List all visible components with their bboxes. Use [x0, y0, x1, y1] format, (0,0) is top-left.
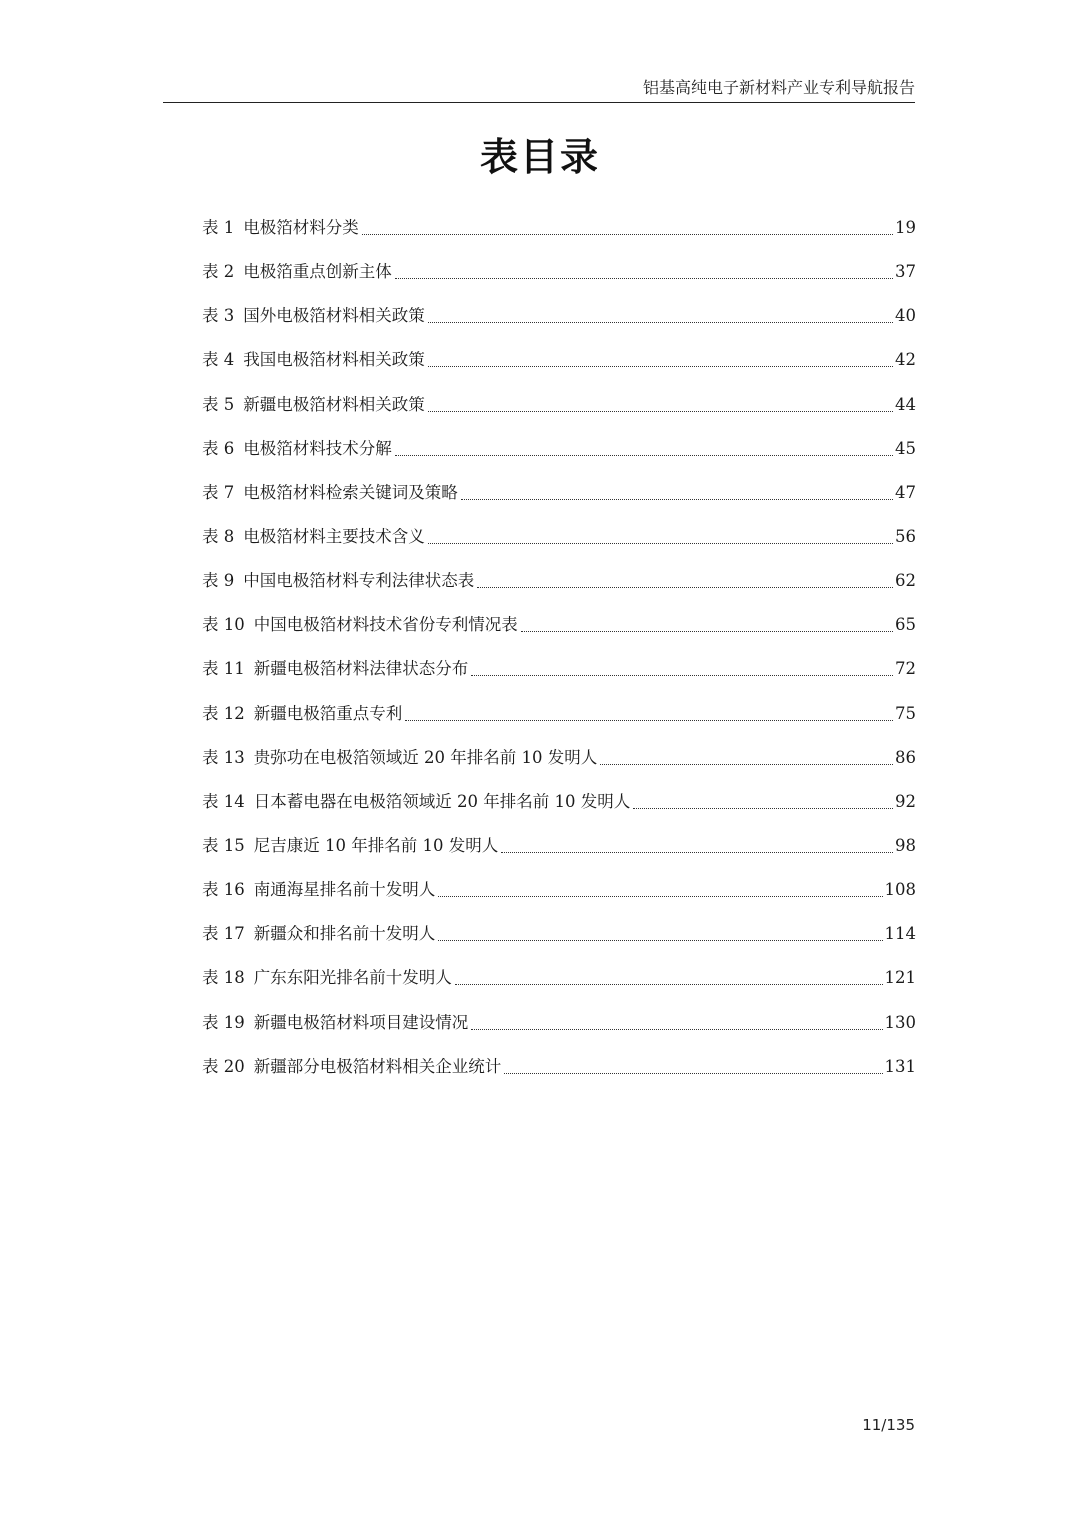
toc-entry-title: [202, 260, 395, 284]
toc-table-number: 表 5: [202, 394, 235, 414]
toc-dot-leader: [428, 304, 893, 323]
toc-entry-title: [202, 216, 362, 240]
toc-caption: 电极箔材料分类: [243, 218, 359, 237]
toc-table-number: 表 13: [202, 747, 245, 767]
toc-table-number: 表 10: [202, 615, 245, 635]
toc-caption: 新疆电极箔材料法律状态分布: [253, 659, 469, 679]
toc-dot-leader: [438, 922, 882, 941]
toc-dot-leader: [395, 260, 893, 279]
toc-table-number: 表 9: [202, 571, 235, 591]
toc-entry[interactable]: [202, 746, 916, 790]
toc-entry[interactable]: [202, 657, 916, 701]
toc-entry-title: [202, 569, 477, 593]
page-number: 11/135: [862, 1416, 915, 1434]
toc-dot-leader: [455, 966, 883, 985]
toc-table-number: 表 4: [202, 350, 235, 370]
toc-entry-title: [202, 790, 633, 814]
toc-dot-leader: [504, 1055, 882, 1074]
toc-entry-title: [202, 393, 428, 417]
toc-table-number: 表 6: [202, 438, 235, 458]
toc-page-number: 92: [895, 791, 916, 811]
page-title: 表目录: [479, 135, 600, 179]
toc-entry[interactable]: [202, 966, 916, 1010]
toc-entry[interactable]: [202, 878, 916, 922]
toc-table-number: 表 17: [202, 924, 245, 944]
toc-caption: 我国电极箔材料相关政策: [243, 350, 425, 370]
toc-table-number: 表 19: [202, 1012, 245, 1032]
toc-dot-leader: [477, 569, 893, 588]
toc-entry[interactable]: [202, 525, 916, 569]
toc-entry[interactable]: [202, 260, 916, 304]
toc-page-number: 56: [895, 526, 916, 546]
toc-page-number: 47: [895, 482, 916, 502]
toc-caption: 新疆电极箔重点专利: [253, 703, 403, 723]
toc-caption: 新疆电极箔材料项目建设情况: [253, 1012, 469, 1032]
toc-table-number: 表 8: [202, 526, 235, 546]
toc-caption: 新疆部分电极箔材料相关企业统计: [253, 1056, 502, 1076]
toc-page-number: 131: [884, 1056, 916, 1076]
toc-entry-title: [202, 1055, 504, 1079]
toc-caption: 电极箔重点创新主体: [243, 262, 392, 282]
toc-table-number: 表 3: [202, 306, 235, 326]
toc-dot-leader: [428, 525, 893, 544]
toc-page-number: 42: [895, 350, 916, 370]
toc-page-number: 65: [895, 615, 916, 635]
toc-table-number: 表 12: [202, 703, 245, 723]
toc-caption: 国外电极箔材料相关政策: [243, 306, 425, 326]
toc-entry[interactable]: [202, 702, 916, 746]
toc-entry[interactable]: [202, 481, 916, 525]
toc-entry-title: [202, 613, 521, 637]
toc-dot-leader: [362, 216, 893, 235]
running-header: [163, 78, 915, 103]
toc-entry[interactable]: [202, 348, 916, 392]
toc-table-number: 表 7: [202, 482, 235, 502]
toc-page-number: 37: [895, 262, 916, 282]
toc-entry[interactable]: [202, 216, 916, 260]
toc-entry-title: [202, 922, 438, 946]
toc-table-number: 表 2: [202, 262, 235, 282]
toc-caption: 广东东阳光排名前十发明人: [253, 968, 452, 988]
toc-caption: 尼吉康近 10 年排名前 10 发明人: [253, 835, 499, 855]
toc-entry[interactable]: [202, 304, 916, 348]
toc-entry-title: [202, 437, 395, 461]
toc-page-number: 86: [895, 747, 916, 767]
toc-page-number: 19: [895, 218, 916, 237]
toc-page-number: 130: [884, 1012, 916, 1032]
toc-table-number: 表 11: [202, 659, 245, 679]
toc-table-number: 表 15: [202, 835, 245, 855]
toc-dot-leader: [471, 1011, 882, 1030]
toc-dot-leader: [600, 746, 893, 765]
toc-dot-leader: [461, 481, 893, 500]
toc-page-number: 44: [895, 394, 916, 414]
toc-table-number: 表 20: [202, 1056, 245, 1076]
toc-dot-leader: [405, 702, 893, 721]
toc-caption: 中国电极箔材料专利法律状态表: [243, 571, 475, 591]
toc-page-number: 45: [895, 438, 916, 458]
toc-page-number: 121: [884, 968, 916, 988]
toc-entry[interactable]: [202, 437, 916, 481]
toc-entry-title: [202, 1011, 471, 1035]
toc-dot-leader: [438, 878, 882, 897]
running-header-title: 铝基高纯电子新材料产业专利导航报告: [642, 78, 915, 97]
toc-entry[interactable]: [202, 393, 916, 437]
toc-entry-title: [202, 966, 455, 990]
toc-entry[interactable]: [202, 834, 916, 878]
toc-caption: 贵弥功在电极箔领域近 20 年排名前 10 发明人: [253, 747, 598, 767]
toc-table-number: 表 18: [202, 968, 245, 988]
toc-entry[interactable]: [202, 922, 916, 966]
toc-caption: 新疆电极箔材料相关政策: [243, 394, 425, 414]
toc-dot-leader: [471, 657, 893, 676]
toc-page-number: 108: [884, 880, 916, 900]
toc-entry-title: [202, 304, 428, 328]
toc-caption: 电极箔材料检索关键词及策略: [243, 482, 458, 502]
toc-entry-title: [202, 525, 428, 549]
toc-entry-title: [202, 878, 438, 902]
toc-entry[interactable]: [202, 790, 916, 834]
toc-page-number: 72: [895, 659, 916, 679]
toc-caption: 中国电极箔材料技术省份专利情况表: [253, 615, 518, 635]
toc-entry-title: [202, 348, 428, 372]
toc-entry-title: [202, 834, 501, 858]
toc-entry-title: [202, 481, 461, 505]
toc-caption: 电极箔材料技术分解: [243, 438, 392, 458]
toc-entry-title: [202, 746, 600, 770]
toc-page-number: 75: [895, 703, 916, 723]
toc-entry-title: [202, 702, 405, 726]
toc-entry[interactable]: [202, 1011, 916, 1055]
toc-caption: 日本蓄电器在电极箔领域近 20 年排名前 10 发明人: [253, 791, 631, 811]
table-of-tables: [202, 216, 916, 1099]
toc-dot-leader: [395, 437, 893, 456]
toc-entry-title: [202, 657, 471, 681]
toc-dot-leader: [521, 613, 893, 632]
toc-caption: 电极箔材料主要技术含义: [243, 526, 425, 546]
toc-entry[interactable]: [202, 613, 916, 657]
toc-dot-leader: [501, 834, 893, 853]
toc-dot-leader: [633, 790, 893, 809]
toc-table-number: 表 1: [202, 218, 235, 237]
toc-entry[interactable]: [202, 569, 916, 613]
toc-entry[interactable]: [202, 1055, 916, 1099]
toc-dot-leader: [428, 348, 893, 367]
toc-dot-leader: [428, 393, 893, 412]
toc-page-number: 40: [895, 306, 916, 326]
toc-page-number: 62: [895, 571, 916, 591]
toc-table-number: 表 16: [202, 880, 245, 900]
toc-caption: 新疆众和排名前十发明人: [253, 924, 436, 944]
toc-table-number: 表 14: [202, 791, 245, 811]
toc-page-number: 114: [884, 924, 916, 944]
toc-caption: 南通海星排名前十发明人: [253, 880, 436, 900]
toc-page-number: 98: [895, 835, 916, 855]
